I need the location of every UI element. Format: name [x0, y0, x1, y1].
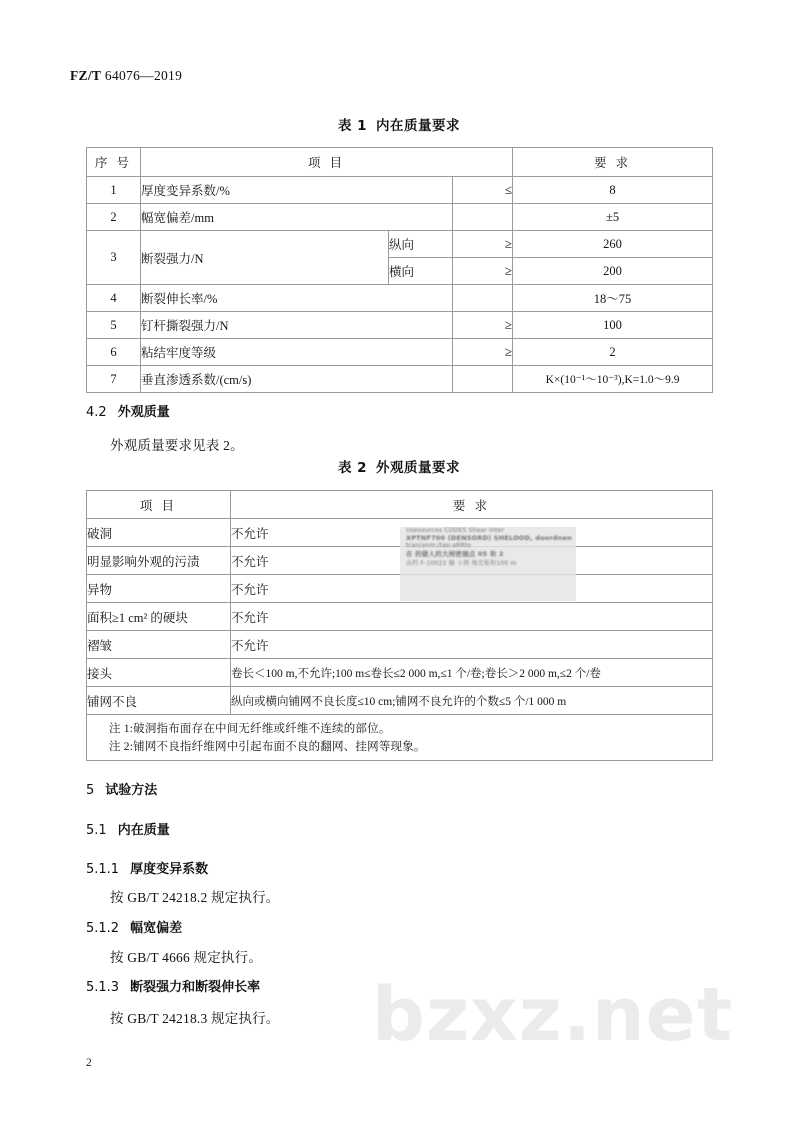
table1-row3-seq: 4	[87, 285, 141, 312]
section-heading-5-1-3	[86, 976, 260, 995]
overlay-line-2: XPTNF700 (DENSORD) SHELOOD, doordnen	[406, 534, 572, 542]
section-5-1-1-body: 按 GB/T 24218.2 规定执行。	[110, 890, 280, 905]
table-row	[87, 687, 713, 715]
table2-header-item: 项 目	[87, 491, 231, 519]
table1-row6-seq: 7	[87, 366, 141, 393]
section-heading-5-1-2	[86, 917, 182, 936]
table-row	[87, 575, 713, 603]
table1-row4-value: 100	[513, 312, 713, 339]
table1-row1-symbol	[453, 204, 513, 231]
section-4-2-body: 外观质量要求见表 2。	[110, 438, 244, 453]
table1-row2-sub0-symbol: ≥	[453, 231, 513, 258]
table2	[86, 490, 713, 761]
section-heading-5-1-1	[86, 858, 208, 877]
section-5-1-1-title: 厚度变异系数	[130, 862, 209, 877]
table-row	[87, 366, 713, 393]
table2-notes-row	[87, 715, 713, 761]
table2-row2-item: 异物	[87, 575, 231, 603]
table1-caption-label: 表 1	[337, 118, 368, 134]
table1-row3-symbol	[453, 285, 513, 312]
table-row	[87, 204, 713, 231]
table-row	[87, 231, 713, 258]
table2-row6-item: 铺网不良	[87, 687, 231, 715]
overlay-line-1: Usesources CODES Shear Inter	[406, 527, 505, 534]
table2-header-row	[87, 491, 713, 519]
table1-row5-value: 2	[513, 339, 713, 366]
table1-row5-seq: 6	[87, 339, 141, 366]
table2-note-2: 注 2:铺网不良指纤维网中引起布面不良的翻网、挂网等现象。	[109, 741, 426, 753]
section-5-1-2-title: 幅宽偏差	[130, 921, 183, 936]
table1-row0-item: 厚度变异系数/%	[141, 177, 453, 204]
table1-row2-sub1-direction: 横向	[389, 258, 453, 285]
overlay-line-3: tran/anm:/tao:aRRto	[406, 542, 472, 549]
table-row	[87, 339, 713, 366]
table1-header-seq: 序 号	[87, 148, 141, 177]
section-5-1-title: 内在质量	[117, 823, 170, 838]
table1-row5-symbol: ≥	[453, 339, 513, 366]
table2-row2-requirement: 不允许	[231, 575, 713, 603]
table2-row5-requirement: 卷长＜100 m,不允许;100 m≤卷长≤2 000 m,≤1 个/卷;卷长＞2 000 m,≤2 个/卷	[231, 659, 713, 687]
section-heading-5	[86, 779, 157, 798]
section-heading-4-2	[86, 401, 170, 420]
standard-code: FZ/T	[70, 68, 102, 83]
document-header	[70, 68, 182, 84]
table-row	[87, 631, 713, 659]
table1-row0-seq: 1	[87, 177, 141, 204]
table1-row4-symbol: ≥	[453, 312, 513, 339]
table1-header-requirement: 要 求	[513, 148, 713, 177]
table1-row1-value: ±5	[513, 204, 713, 231]
section-5-1-1-number: 5.1.1	[86, 862, 120, 877]
section-heading-5-1	[86, 819, 170, 838]
watermark-bzxz: bzxz.net	[372, 972, 734, 1058]
table-row	[87, 603, 713, 631]
table1-row3-item: 断裂伸长率/%	[141, 285, 453, 312]
section-4-2-title: 外观质量	[117, 405, 170, 420]
table2-note-1: 注 1:破洞指布面存在中间无纤维或纤维不连续的部位。	[109, 723, 391, 735]
table1-header-item: 项 目	[141, 148, 513, 177]
table1	[86, 147, 713, 393]
table-row	[87, 519, 713, 547]
table1-header-row	[87, 148, 713, 177]
table2-row4-requirement: 不允许	[231, 631, 713, 659]
table1-row6-value: K×(10⁻¹～10⁻³),K=1.0～9.9	[513, 366, 713, 393]
standard-number: 64076—2019	[104, 68, 183, 83]
table2-row3-requirement: 不允许	[231, 603, 713, 631]
table-row	[87, 285, 713, 312]
table1-caption	[86, 114, 712, 134]
table2-row1-requirement: 不允许	[231, 547, 713, 575]
table2-notes	[87, 715, 713, 761]
overlay-line-4: 在 的做人的大闸密插点 05 和 2	[406, 550, 504, 558]
table1-row1-seq: 2	[87, 204, 141, 231]
table2-row6-requirement: 纵向或横向铺网不良长度≤10 cm;铺网不良允许的个数≤5 个/1 000 m	[231, 687, 713, 715]
table1-row6-symbol	[453, 366, 513, 393]
table2-row1-item: 明显影响外观的污渍	[87, 547, 231, 575]
table2-caption	[86, 456, 712, 476]
section-5-1-2-body: 按 GB/T 4666 规定执行。	[110, 950, 263, 965]
table2-container	[86, 490, 712, 761]
table2-row0-requirement: 不允许	[231, 519, 713, 547]
table2-caption-label: 表 2	[337, 460, 368, 476]
table2-caption-title: 外观质量要求	[376, 460, 461, 476]
table1-row5-item: 粘结牢度等级	[141, 339, 453, 366]
table2-row3-item: 面积≥1 cm² 的硬块	[87, 603, 231, 631]
table1-row6-item: 垂直渗透系数/(cm/s)	[141, 366, 453, 393]
table1-row0-symbol: ≤	[453, 177, 513, 204]
table-row	[87, 312, 713, 339]
overlay-line-5: 高档 F-10022 输 小便 地光板和100 m	[406, 560, 517, 567]
table2-row4-item: 褶皱	[87, 631, 231, 659]
section-5-1-3-body: 按 GB/T 24218.3 规定执行。	[110, 1011, 280, 1026]
table1-row4-item: 钉杆撕裂强力/N	[141, 312, 453, 339]
table-row	[87, 659, 713, 687]
section-5-1-number: 5.1	[86, 823, 107, 838]
section-5-1-3-number: 5.1.3	[86, 980, 120, 995]
section-5-title: 试验方法	[105, 783, 158, 798]
table2-row0-item: 破洞	[87, 519, 231, 547]
table1-row2-sub0-value: 260	[513, 231, 713, 258]
section-5-1-3-title: 断裂强力和断裂伸长率	[130, 980, 261, 995]
table1-row2-sub1-symbol: ≥	[453, 258, 513, 285]
table1-row2-seq: 3	[87, 231, 141, 285]
table2-header-requirement: 要 求	[231, 491, 713, 519]
table1-row0-value: 8	[513, 177, 713, 204]
table1-row2-sub1-value: 200	[513, 258, 713, 285]
section-4-2-number: 4.2	[86, 405, 107, 420]
table1-row1-item: 幅宽偏差/mm	[141, 204, 453, 231]
table1-caption-title: 内在质量要求	[376, 118, 461, 134]
table1-row3-value: 18～75	[513, 285, 713, 312]
table1-container	[86, 147, 712, 393]
page-number: 2	[86, 1057, 92, 1069]
table1-row4-seq: 5	[87, 312, 141, 339]
table2-row5-item: 接头	[87, 659, 231, 687]
table1-row2-sub0-direction: 纵向	[389, 231, 453, 258]
table-row	[87, 547, 713, 575]
section-5-number: 5	[86, 783, 95, 798]
table1-row2-item: 断裂强力/N	[141, 231, 389, 285]
table-row	[87, 177, 713, 204]
section-5-1-2-number: 5.1.2	[86, 921, 120, 936]
